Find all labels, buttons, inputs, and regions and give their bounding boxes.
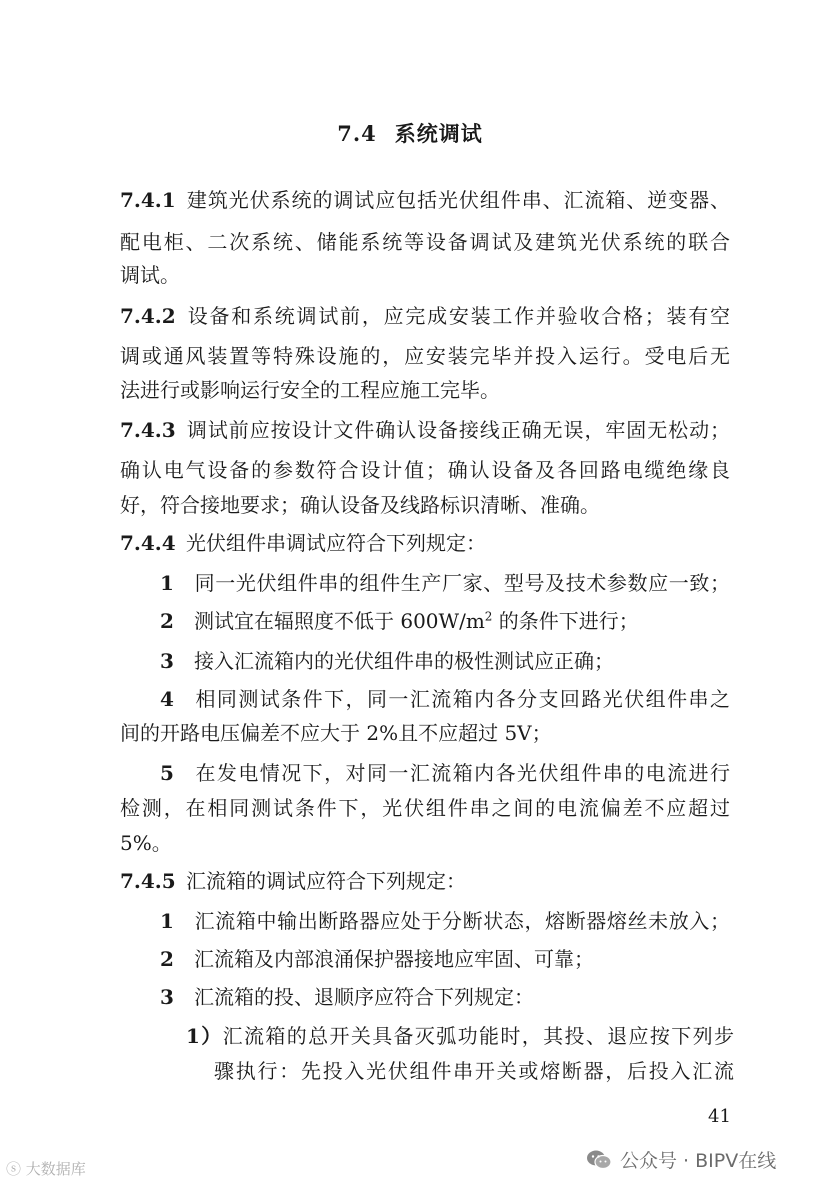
- item-number: 2: [160, 947, 174, 971]
- clause-number: 7.4.5: [120, 869, 176, 893]
- text-line: [120, 413, 730, 447]
- watermark-left-text: 大数据库: [25, 1160, 86, 1178]
- item-number: 1: [160, 909, 174, 933]
- item-number: 3: [160, 649, 174, 673]
- text-line: [120, 526, 730, 560]
- line-text: 配电柜、二次系统、储能系统等设备调试及建筑光伏系统的联合: [120, 230, 730, 254]
- text-line: [120, 183, 730, 217]
- list-item: [160, 566, 730, 600]
- text-line: [120, 373, 730, 407]
- line-text: 建筑光伏系统的调试应包括光伏组件串、汇流箱、逆变器、: [186, 188, 730, 212]
- text-line: [120, 225, 730, 259]
- item-number: 4: [160, 687, 174, 711]
- line-text: 间的开路电压偏差不应大于 2%且不应超过 5V；: [120, 721, 552, 745]
- text-line: [120, 453, 730, 487]
- list-item: [160, 644, 730, 678]
- watermark-left: [6, 1158, 86, 1179]
- clause-number: 7.4.1: [120, 188, 176, 212]
- item-number: 3: [160, 985, 174, 1009]
- line-text: 确认电气设备的参数符合设计值；确认设备及各回路电缆绝缘良: [120, 458, 730, 482]
- section-heading: 系统调试: [394, 121, 483, 146]
- text-line: [120, 826, 730, 860]
- line-text: 同一光伏组件串的组件生产厂家、型号及技术参数应一致；: [194, 571, 730, 595]
- watermark-right: [586, 1146, 776, 1173]
- section-number: 7.4: [337, 121, 377, 146]
- text-line: [120, 299, 730, 333]
- line-text: 汇流箱及内部浪涌保护器接地应牢固、可靠；: [194, 947, 594, 971]
- list-item: [160, 604, 730, 638]
- superscript: 2: [484, 609, 493, 624]
- clause-number: 7.4.2: [120, 304, 176, 328]
- line-text: 在发电情况下，对同一汇流箱内各光伏组件串的电流进行: [194, 761, 730, 785]
- list-item: [160, 756, 730, 790]
- line-text: 光伏组件串调试应符合下列规定：: [186, 531, 486, 555]
- section-title: [0, 118, 820, 148]
- clause-number: 7.4.4: [120, 531, 176, 555]
- text-line: [120, 864, 730, 898]
- line-text: 汇流箱的调试应符合下列规定：: [186, 869, 466, 893]
- weibo-icon: ⓢ: [6, 1160, 22, 1178]
- line-text: 检测，在相同测试条件下，光伏组件串之间的电流偏差不应超过: [120, 796, 730, 820]
- line-text: 汇流箱的投、退顺序应符合下列规定：: [194, 985, 534, 1009]
- text-line: [120, 258, 730, 292]
- line-text: 5%。: [120, 831, 172, 855]
- line-text: 调试前应按设计文件确认设备接线正确无误，牢固无松动；: [186, 418, 730, 442]
- line-text: 设备和系统调试前，应完成安装工作并验收合格；装有空: [186, 304, 730, 328]
- line-text: 汇流箱中输出断路器应处于分断状态，熔断器熔丝未放入；: [194, 909, 730, 933]
- wechat-icon: [586, 1149, 612, 1171]
- text-line: [120, 791, 730, 825]
- line-text: 骤执行：先投入光伏组件串开关或熔断器，后投入汇流: [214, 1059, 734, 1083]
- line-text: 测试宜在辐照度不低于 600W/m: [194, 609, 485, 633]
- line-text: 调或通风装置等特殊设施的，应安装完毕并投入运行。受电后无: [120, 344, 730, 368]
- line-text: 好，符合接地要求；确认设备及线路标识清晰、准确。: [120, 493, 600, 517]
- sub-item: [186, 1019, 734, 1053]
- list-item: [160, 904, 730, 938]
- text-line: [120, 488, 730, 522]
- text-line: [120, 716, 730, 750]
- item-number: 1: [160, 571, 174, 595]
- line-text: 法进行或影响运行安全的工程应施工完毕。: [120, 378, 500, 402]
- clause-number: 7.4.3: [120, 418, 176, 442]
- line-text: 接入汇流箱内的光伏组件串的极性测试应正确；: [194, 649, 614, 673]
- sub-item-number: 1）: [186, 1024, 223, 1048]
- page-number: 41: [708, 1106, 731, 1127]
- list-item: [160, 942, 730, 976]
- item-number: 2: [160, 609, 174, 633]
- line-text: 的条件下进行；: [492, 609, 639, 633]
- line-text: 调试。: [120, 263, 180, 287]
- line-text: 相同测试条件下，同一汇流箱内各分支回路光伏组件串之: [194, 687, 730, 711]
- text-line: [214, 1054, 734, 1088]
- list-item: [160, 682, 730, 716]
- list-item: [160, 980, 730, 1014]
- text-line: [120, 339, 730, 373]
- line-text: 汇流箱的总开关具备灭弧功能时，其投、退应按下列步: [222, 1024, 734, 1048]
- watermark-right-text: 公众号 · BIPV在线: [620, 1150, 777, 1172]
- item-number: 5: [160, 761, 174, 785]
